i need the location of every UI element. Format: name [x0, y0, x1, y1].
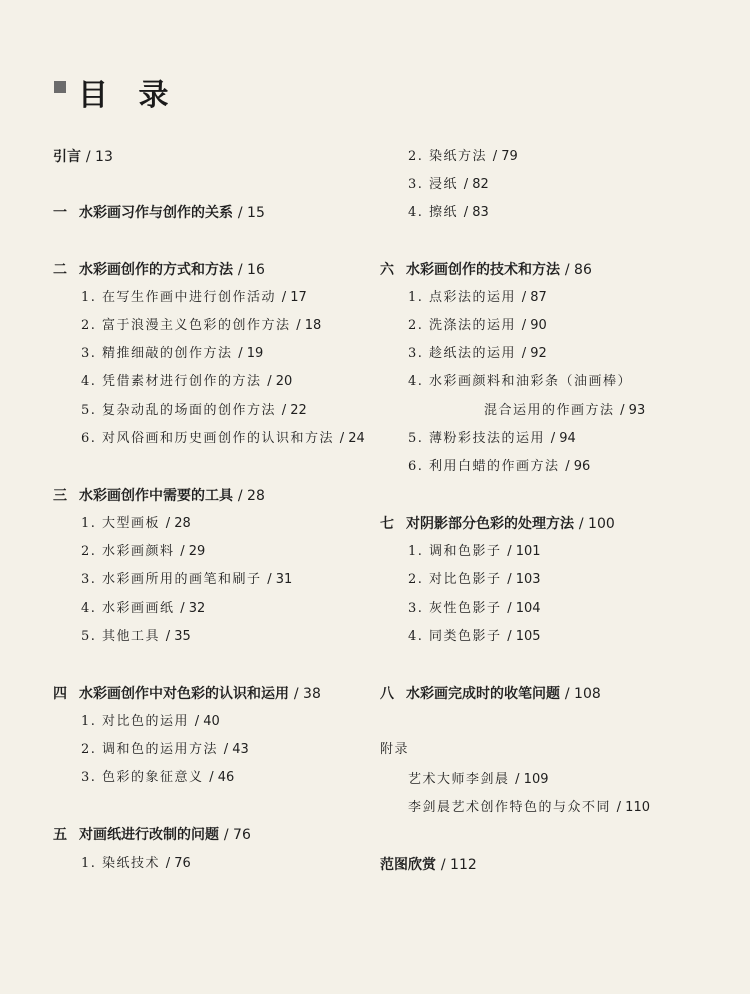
entry-title: 3. 趁纸法的运用: [408, 346, 517, 361]
page-number: / 79: [492, 149, 518, 164]
page-number: / 28: [237, 488, 265, 504]
page-number: / 100: [578, 516, 615, 532]
entry-title: 3. 精推细敲的创作方法: [81, 346, 233, 361]
toc-section-entry: [81, 713, 220, 731]
toc-section-entry: [81, 345, 263, 363]
page-number: / 92: [521, 346, 547, 361]
toc-section-entry: [81, 600, 205, 618]
page-number: / 103: [507, 572, 541, 587]
entry-title: 水彩画创作中需要的工具: [79, 488, 233, 504]
page-number: / 105: [507, 629, 541, 644]
chapter-number: 四: [53, 686, 67, 702]
toc-section-entry: [380, 741, 409, 759]
toc-section-entry: [81, 430, 365, 448]
page-number: / 94: [550, 431, 576, 446]
toc-chapter-entry: [380, 515, 615, 533]
toc-section-entry: [81, 289, 307, 307]
page-number: / 76: [223, 827, 251, 843]
toc-section-entry: [81, 543, 205, 561]
entry-title: 4. 凭借素材进行创作的方法: [81, 374, 262, 389]
toc-section-entry: [408, 458, 590, 476]
toc-chapter-entry: [380, 856, 477, 874]
chapter-number: 八: [380, 686, 394, 702]
entry-title: 李剑晨艺术创作特色的与众不同: [408, 800, 612, 815]
entry-title: 艺术大师李剑晨: [408, 772, 510, 787]
entry-title: 1. 调和色影子: [408, 544, 502, 559]
entry-title: 引言: [53, 149, 81, 165]
page-number: / 83: [463, 205, 489, 220]
page-number: / 112: [440, 857, 477, 873]
entry-title: 2. 染纸方法: [408, 149, 488, 164]
page-number: / 24: [339, 431, 365, 446]
entry-title: 4. 擦纸: [408, 205, 459, 220]
toc-chapter-entry: [53, 487, 265, 505]
page-number: / 82: [463, 177, 489, 192]
page-number: / 86: [564, 262, 592, 278]
toc-section-entry: [408, 317, 547, 335]
entry-title: 2. 调和色的运用方法: [81, 742, 219, 757]
page-number: / 109: [515, 772, 549, 787]
chapter-number: 三: [53, 488, 67, 504]
entry-title: 5. 薄粉彩技法的运用: [408, 431, 546, 446]
entry-title: 5. 其他工具: [81, 629, 161, 644]
entry-title: 4. 水彩画画纸: [81, 601, 175, 616]
entry-title: 3. 色彩的象征意义: [81, 770, 204, 785]
toc-section-entry: [408, 543, 541, 561]
page-number: / 101: [507, 544, 541, 559]
toc-chapter-entry: [53, 148, 113, 166]
entry-title: 2. 洗涤法的运用: [408, 318, 517, 333]
page-number: / 110: [616, 800, 650, 815]
chapter-number: 一: [53, 205, 67, 221]
toc-section-entry: [408, 176, 489, 194]
page-number: / 35: [165, 629, 191, 644]
chapter-number: 六: [380, 262, 394, 278]
entry-title: 3. 水彩画所用的画笔和刷子: [81, 572, 262, 587]
title-square-marker: [54, 81, 66, 93]
page-number: / 40: [194, 714, 220, 729]
toc-section-entry: [484, 402, 645, 420]
page-number: / 17: [281, 290, 307, 305]
page-number: / 46: [209, 770, 235, 785]
page-number: / 19: [238, 346, 264, 361]
entry-title: 附录: [380, 742, 410, 757]
page-number: / 90: [521, 318, 547, 333]
entry-title: 对画纸进行改制的问题: [79, 827, 219, 843]
chapter-number: 二: [53, 262, 67, 278]
page-number: / 18: [296, 318, 322, 333]
toc-section-entry: [81, 402, 307, 420]
entry-title: 对阴影部分色彩的处理方法: [406, 516, 574, 532]
toc-section-entry: [408, 289, 547, 307]
entry-title: 3. 浸纸: [408, 177, 459, 192]
toc-section-entry: [408, 771, 548, 789]
page-number: / 87: [521, 290, 547, 305]
entry-title: 1. 对比色的运用: [81, 714, 190, 729]
toc-chapter-entry: [53, 261, 265, 279]
toc-section-entry: [408, 600, 541, 618]
toc-section-entry: [81, 628, 191, 646]
page-number: / 28: [165, 516, 191, 531]
entry-title: 6. 利用白蜡的作画方法: [408, 459, 560, 474]
toc-section-entry: [81, 317, 321, 335]
entry-title: 6. 对风俗画和历史画创作的认识和方法: [81, 431, 335, 446]
page-number: / 108: [564, 686, 601, 702]
entry-title: 1. 在写生作画中进行创作活动: [81, 290, 277, 305]
page-number: / 22: [281, 403, 307, 418]
toc-chapter-entry: [380, 261, 592, 279]
toc-section-entry: [81, 515, 191, 533]
page-number: / 104: [507, 601, 541, 616]
toc-section-entry: [81, 769, 234, 787]
page-number: / 32: [180, 601, 206, 616]
toc-chapter-entry: [53, 685, 321, 703]
entry-title: 2. 水彩画颜料: [81, 544, 175, 559]
toc-section-entry: [408, 628, 541, 646]
chapter-number: 七: [380, 516, 394, 532]
entry-title: 水彩画创作的方式和方法: [79, 262, 233, 278]
page-number: / 43: [223, 742, 249, 757]
toc-section-entry: [408, 799, 650, 817]
entry-title: 4. 水彩画颜料和油彩条（油画棒）: [408, 374, 633, 389]
toc-section-entry: [408, 430, 576, 448]
toc-section-entry: [408, 148, 518, 166]
toc-section-entry: [408, 373, 632, 391]
entry-title: 5. 复杂动乱的场面的创作方法: [81, 403, 277, 418]
entry-title: 水彩画习作与创作的关系: [79, 205, 233, 221]
toc-chapter-entry: [53, 204, 265, 222]
page-number: / 16: [237, 262, 265, 278]
page-number: / 31: [267, 572, 293, 587]
toc-section-entry: [81, 373, 292, 391]
entry-title: 水彩画创作中对色彩的认识和运用: [79, 686, 289, 702]
entry-title: 1. 大型画板: [81, 516, 161, 531]
page-number: / 29: [180, 544, 206, 559]
toc-section-entry: [408, 204, 489, 222]
toc-chapter-entry: [380, 685, 601, 703]
page-number: / 38: [293, 686, 321, 702]
page-number: / 96: [565, 459, 591, 474]
toc-chapter-entry: [53, 826, 251, 844]
chapter-number: 五: [53, 827, 67, 843]
page-number: / 13: [85, 149, 113, 165]
entry-title: 水彩画完成时的收笔问题: [406, 686, 560, 702]
entry-title: 3. 灰性色影子: [408, 601, 502, 616]
toc-section-entry: [81, 571, 292, 589]
toc-section-entry: [81, 741, 249, 759]
entry-title: 2. 富于浪漫主义色彩的创作方法: [81, 318, 291, 333]
toc-section-entry: [408, 571, 541, 589]
entry-title: 范图欣赏: [380, 857, 436, 873]
toc-section-entry: [81, 855, 191, 873]
page-number: / 15: [237, 205, 265, 221]
toc-section-entry: [408, 345, 547, 363]
entry-title: 混合运用的作画方法: [484, 403, 615, 418]
entry-title: 水彩画创作的技术和方法: [406, 262, 560, 278]
page-title: 目 录: [78, 78, 179, 113]
page-number: / 76: [165, 856, 191, 871]
entry-title: 4. 同类色影子: [408, 629, 502, 644]
entry-title: 1. 点彩法的运用: [408, 290, 517, 305]
entry-title: 2. 对比色影子: [408, 572, 502, 587]
page-number: / 20: [267, 374, 293, 389]
page-number: / 93: [620, 403, 646, 418]
entry-title: 1. 染纸技术: [81, 856, 161, 871]
